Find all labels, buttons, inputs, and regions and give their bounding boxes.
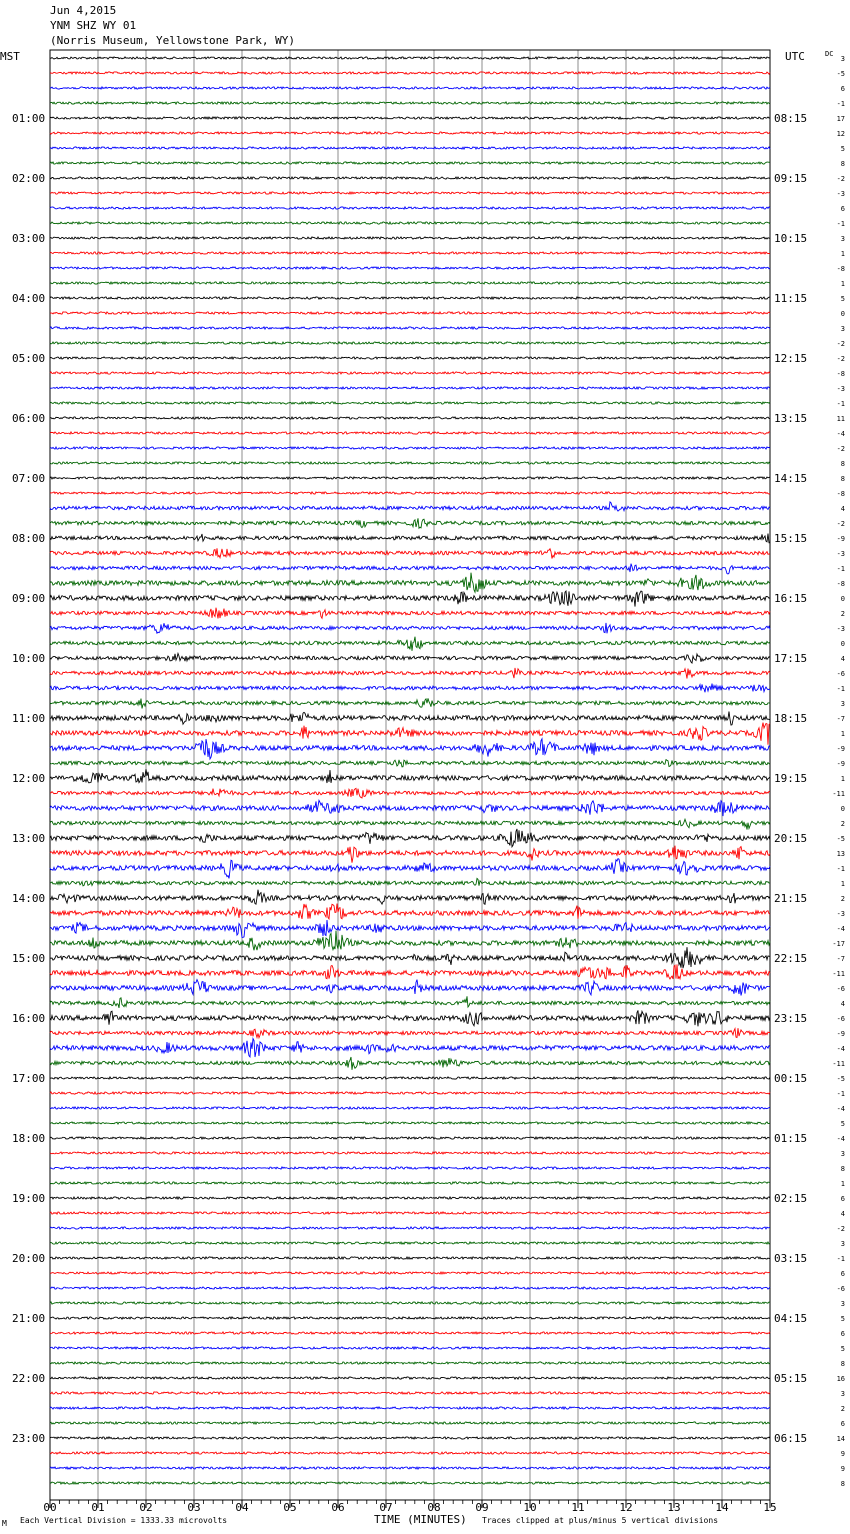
seismic-trace xyxy=(50,534,770,543)
right-hour-label: 10:15 xyxy=(774,232,808,245)
dc-offset-value: -6 xyxy=(836,985,845,993)
chart-location: (Norris Museum, Yellowstone Park, WY) xyxy=(50,34,296,47)
seismic-trace xyxy=(50,447,770,449)
dc-offset-value: 4 xyxy=(840,655,845,663)
seismic-trace xyxy=(50,1077,770,1079)
right-hour-label: 11:15 xyxy=(774,292,808,305)
seismic-trace xyxy=(50,72,770,74)
seismic-trace xyxy=(50,1287,770,1289)
seismic-trace xyxy=(50,964,770,979)
dc-offset-value: 0 xyxy=(840,310,845,318)
seismic-trace xyxy=(50,1452,770,1454)
seismic-trace xyxy=(50,312,770,314)
seismic-trace xyxy=(50,653,770,663)
seismic-trace xyxy=(50,387,770,389)
seismic-trace xyxy=(50,996,770,1008)
seismic-trace xyxy=(50,684,770,693)
x-tick-label: 11 xyxy=(571,1501,585,1514)
dc-offset-value: -8 xyxy=(836,490,845,498)
seismic-trace xyxy=(50,1332,770,1334)
left-hour-label: 18:00 xyxy=(12,1132,46,1145)
seismic-trace xyxy=(50,432,770,434)
dc-offset-value: 2 xyxy=(840,820,845,828)
seismic-trace xyxy=(50,1137,770,1139)
seismic-trace xyxy=(50,1422,770,1424)
seismic-trace xyxy=(50,788,770,798)
right-hour-label: 14:15 xyxy=(774,472,808,485)
dc-offset-value: -4 xyxy=(836,430,845,438)
seismic-trace xyxy=(50,1347,770,1349)
dc-offset-value: -1 xyxy=(836,1090,845,1098)
dc-offset-value: -9 xyxy=(836,745,845,753)
right-hour-label: 15:15 xyxy=(774,532,808,545)
dc-offset-value: 13 xyxy=(836,850,845,858)
dc-offset-value: -11 xyxy=(832,1060,845,1068)
dc-offset-value: -4 xyxy=(836,1135,845,1143)
left-timezone-label: MST xyxy=(0,50,20,63)
dc-offset-value: -4 xyxy=(836,1045,845,1053)
chart-station: YNM SHZ WY 01 xyxy=(50,19,137,32)
dc-offset-value: 1 xyxy=(840,730,845,738)
left-hour-label: 17:00 xyxy=(12,1072,46,1085)
x-tick-label: 13 xyxy=(667,1501,681,1514)
dc-offset-value: 0 xyxy=(840,640,845,648)
dc-offset-value: -6 xyxy=(836,670,845,678)
dc-offset-value: 17 xyxy=(836,115,845,123)
seismic-trace xyxy=(50,859,770,879)
x-tick-label: 08 xyxy=(427,1501,441,1514)
dc-offset-value: 4 xyxy=(840,1210,845,1218)
right-hour-label: 00:15 xyxy=(774,1072,808,1085)
seismic-trace xyxy=(50,739,770,759)
seismic-trace xyxy=(50,1227,770,1229)
dc-offset-value: 6 xyxy=(840,1270,845,1278)
dc-offset-value: -7 xyxy=(836,715,845,723)
dc-offset-value: 9 xyxy=(840,1450,845,1458)
left-hour-label: 13:00 xyxy=(12,832,46,845)
seismic-trace xyxy=(50,573,770,593)
seismic-trace xyxy=(50,327,770,329)
dc-offset-value: -4 xyxy=(836,925,845,933)
right-hour-label: 22:15 xyxy=(774,952,808,965)
seismic-trace xyxy=(50,1317,770,1319)
seismic-trace xyxy=(50,177,770,179)
dc-offset-value: 6 xyxy=(840,1330,845,1338)
seismic-trace xyxy=(50,297,770,299)
dc-offset-value: 3 xyxy=(840,325,845,333)
dc-offset-value: 8 xyxy=(840,460,845,468)
seismic-trace xyxy=(50,931,770,951)
seismic-trace xyxy=(50,267,770,269)
dc-offset-value: 4 xyxy=(840,505,845,513)
seismic-trace xyxy=(50,769,770,783)
right-hour-label: 12:15 xyxy=(774,352,808,365)
dc-offset-value: 12 xyxy=(836,130,845,138)
dc-offset-value: 5 xyxy=(840,1345,845,1353)
right-hour-label: 09:15 xyxy=(774,172,808,185)
dc-offset-value: -2 xyxy=(836,355,845,363)
seismic-trace xyxy=(50,1122,770,1124)
x-tick-label: 05 xyxy=(283,1501,297,1514)
seismic-trace xyxy=(50,57,770,59)
dc-offset-value: -3 xyxy=(836,550,845,558)
dc-offset-value: 8 xyxy=(840,1480,845,1488)
seismic-trace xyxy=(50,623,770,633)
left-hour-label: 14:00 xyxy=(12,892,46,905)
right-hour-label: 17:15 xyxy=(774,652,808,665)
right-timezone-label: UTC xyxy=(785,50,805,63)
footer-scale: Each Vertical Division = 1333.33 microvolts xyxy=(20,1516,228,1525)
dc-offset-value: 6 xyxy=(840,1195,845,1203)
left-hour-label: 06:00 xyxy=(12,412,46,425)
dc-offset-value: 3 xyxy=(840,1150,845,1158)
dc-offset-value: -11 xyxy=(832,970,845,978)
right-hour-label: 02:15 xyxy=(774,1192,808,1205)
dc-offset-value: -8 xyxy=(836,265,845,273)
x-tick-label: 04 xyxy=(235,1501,249,1514)
seismic-trace xyxy=(50,1377,770,1379)
left-hour-label: 03:00 xyxy=(12,232,46,245)
dc-offset-value: -2 xyxy=(836,520,845,528)
dc-offset-value: -1 xyxy=(836,685,845,693)
seismic-trace xyxy=(50,947,770,968)
seismic-trace xyxy=(50,1167,770,1169)
dc-offset-value: 3 xyxy=(840,1390,845,1398)
footer-clip-note: Traces clipped at plus/minus 5 vertical divisions xyxy=(482,1516,719,1525)
dc-offset-value: 11 xyxy=(836,415,845,423)
seismic-trace xyxy=(50,548,770,558)
seismic-trace xyxy=(50,1242,770,1244)
x-tick-label: 12 xyxy=(619,1501,633,1514)
seismic-trace xyxy=(50,1467,770,1469)
left-hour-label: 11:00 xyxy=(12,712,46,725)
seismic-trace xyxy=(50,1197,770,1199)
seismic-trace xyxy=(50,846,770,863)
seismic-trace xyxy=(50,117,770,119)
x-tick-label: 07 xyxy=(379,1501,393,1514)
dc-offset-value: 3 xyxy=(840,1240,845,1248)
right-hour-label: 13:15 xyxy=(774,412,808,425)
dc-offset-value: -1 xyxy=(836,1255,845,1263)
dc-offset-value: 5 xyxy=(840,145,845,153)
x-tick-label: 01 xyxy=(91,1501,105,1514)
seismic-trace xyxy=(50,147,770,149)
dc-offset-value: 5 xyxy=(840,1315,845,1323)
right-hour-label: 03:15 xyxy=(774,1252,808,1265)
seismic-trace xyxy=(50,492,770,494)
seismic-trace xyxy=(50,904,770,919)
dc-offset-value: -6 xyxy=(836,1015,845,1023)
right-hour-label: 21:15 xyxy=(774,892,808,905)
dc-offset-value: 6 xyxy=(840,85,845,93)
dc-offset-value: 0 xyxy=(840,805,845,813)
seismic-trace xyxy=(50,1272,770,1274)
right-hour-label: 01:15 xyxy=(774,1132,808,1145)
x-tick-label: 00 xyxy=(43,1501,57,1514)
left-hour-label: 02:00 xyxy=(12,172,46,185)
right-hour-label: 19:15 xyxy=(774,772,808,785)
dc-offset-value: 1 xyxy=(840,1180,845,1188)
dc-offset-value: -8 xyxy=(836,370,845,378)
x-tick-label: 14 xyxy=(715,1501,729,1514)
seismic-trace xyxy=(50,668,770,679)
seismic-trace xyxy=(50,1302,770,1304)
dc-offset-value: -9 xyxy=(836,535,845,543)
seismic-trace xyxy=(50,564,770,574)
dc-offset-value: -5 xyxy=(836,835,845,843)
seismic-trace xyxy=(50,462,770,464)
left-hour-label: 22:00 xyxy=(12,1372,46,1385)
dc-offset-value: -8 xyxy=(836,580,845,588)
seismic-trace xyxy=(50,800,770,816)
seismic-trace xyxy=(50,162,770,164)
left-hour-label: 09:00 xyxy=(12,592,46,605)
seismic-trace xyxy=(50,1482,770,1484)
right-hour-label: 04:15 xyxy=(774,1312,808,1325)
dc-offset-value: 6 xyxy=(840,205,845,213)
dc-offset-value: -1 xyxy=(836,400,845,408)
dc-offset-value: -3 xyxy=(836,385,845,393)
dc-offset-value: -9 xyxy=(836,760,845,768)
footer-mark: M xyxy=(2,1519,7,1528)
dc-offset-value: 2 xyxy=(840,610,845,618)
dc-offset-value: 9 xyxy=(840,1465,845,1473)
dc-offset-value: 1 xyxy=(840,775,845,783)
dc-offset-value: -1 xyxy=(836,565,845,573)
seismic-trace xyxy=(50,192,770,194)
dc-offset-value: 1 xyxy=(840,880,845,888)
seismic-trace xyxy=(50,1257,770,1259)
dc-offset-value: 5 xyxy=(840,295,845,303)
seismic-trace xyxy=(50,1392,770,1394)
dc-offset-value: 8 xyxy=(840,160,845,168)
seismic-trace xyxy=(50,502,770,511)
dc-offset-value: -1 xyxy=(836,100,845,108)
seismic-trace xyxy=(50,132,770,134)
x-tick-label: 06 xyxy=(331,1501,345,1514)
seismic-trace xyxy=(50,637,770,651)
right-hour-label: 18:15 xyxy=(774,712,808,725)
left-hour-label: 08:00 xyxy=(12,532,46,545)
dc-offset-value: 2 xyxy=(840,895,845,903)
dc-offset-value: -2 xyxy=(836,175,845,183)
x-tick-label: 02 xyxy=(139,1501,153,1514)
seismic-trace xyxy=(50,87,770,89)
x-tick-label: 15 xyxy=(763,1501,777,1514)
seismic-trace xyxy=(50,878,770,886)
seismic-trace xyxy=(50,402,770,404)
dc-offset-value: -6 xyxy=(836,1285,845,1293)
dc-offset-value: 1 xyxy=(840,280,845,288)
seismic-trace xyxy=(50,1057,770,1070)
left-hour-label: 12:00 xyxy=(12,772,46,785)
seismic-trace xyxy=(50,819,770,829)
seismic-trace xyxy=(50,591,770,607)
seismic-trace xyxy=(50,1152,770,1154)
seismic-trace xyxy=(50,712,770,726)
dc-label: DC xyxy=(825,50,834,58)
dc-offset-value: 5 xyxy=(840,1120,845,1128)
right-hour-label: 20:15 xyxy=(774,832,808,845)
dc-offset-value: 3 xyxy=(840,235,845,243)
x-tick-label: 03 xyxy=(187,1501,201,1514)
seismic-trace xyxy=(50,920,770,937)
x-tick-label: 10 xyxy=(523,1501,537,1514)
dc-offset-value: 3 xyxy=(840,55,845,63)
seismic-trace xyxy=(50,372,770,374)
seismic-trace xyxy=(50,342,770,344)
dc-offset-value: -4 xyxy=(836,1105,845,1113)
left-hour-label: 20:00 xyxy=(12,1252,46,1265)
dc-offset-value: 4 xyxy=(840,1000,845,1008)
dc-offset-value: -3 xyxy=(836,625,845,633)
right-hour-label: 23:15 xyxy=(774,1012,808,1025)
seismic-trace xyxy=(50,282,770,284)
dc-offset-value: -11 xyxy=(832,790,845,798)
dc-offset-value: 1 xyxy=(840,250,845,258)
left-hour-label: 10:00 xyxy=(12,652,46,665)
seismic-trace xyxy=(50,222,770,224)
seismic-trace xyxy=(50,723,770,745)
dc-offset-value: 3 xyxy=(840,1300,845,1308)
seismic-trace xyxy=(50,207,770,209)
right-hour-label: 05:15 xyxy=(774,1372,808,1385)
dc-offset-value: -1 xyxy=(836,865,845,873)
seismic-trace xyxy=(50,102,770,104)
seismic-trace xyxy=(50,760,770,767)
x-axis-label: TIME (MINUTES) xyxy=(374,1513,467,1526)
seismic-trace xyxy=(50,980,770,996)
right-hour-label: 08:15 xyxy=(774,112,808,125)
left-hour-label: 05:00 xyxy=(12,352,46,365)
x-tick-label: 09 xyxy=(475,1501,489,1514)
left-hour-label: 21:00 xyxy=(12,1312,46,1325)
dc-offset-value: 0 xyxy=(840,595,845,603)
dc-offset-value: -7 xyxy=(836,955,845,963)
dc-offset-value: 14 xyxy=(836,1435,845,1443)
seismic-trace xyxy=(50,417,770,419)
dc-offset-value: -5 xyxy=(836,70,845,78)
dc-offset-value: 8 xyxy=(840,475,845,483)
chart-date: Jun 4,2015 xyxy=(50,4,117,17)
seismic-trace xyxy=(50,1010,770,1026)
left-hour-label: 19:00 xyxy=(12,1192,46,1205)
dc-offset-value: -5 xyxy=(836,1075,845,1083)
seismic-trace xyxy=(50,237,770,239)
seismic-trace xyxy=(50,608,770,619)
left-hour-label: 04:00 xyxy=(12,292,46,305)
seismic-trace xyxy=(50,252,770,254)
dc-offset-value: 8 xyxy=(840,1360,845,1368)
dc-offset-value: -2 xyxy=(836,1225,845,1233)
seismic-trace xyxy=(50,1407,770,1409)
seismic-trace xyxy=(50,1362,770,1364)
seismic-trace xyxy=(50,1182,770,1184)
seismic-trace xyxy=(50,477,770,479)
left-hour-label: 01:00 xyxy=(12,112,46,125)
seismic-trace xyxy=(50,1107,770,1109)
left-hour-label: 23:00 xyxy=(12,1432,46,1445)
seismic-trace xyxy=(50,1039,770,1057)
dc-offset-value: -2 xyxy=(836,340,845,348)
dc-offset-value: 8 xyxy=(840,1165,845,1173)
seismic-trace xyxy=(50,890,770,905)
dc-offset-value: -1 xyxy=(836,220,845,228)
seismic-trace xyxy=(50,1212,770,1214)
dc-offset-value: 16 xyxy=(836,1375,845,1383)
dc-offset-value: -3 xyxy=(836,190,845,198)
seismic-trace xyxy=(50,1028,770,1038)
dc-offset-value: 3 xyxy=(840,700,845,708)
right-hour-label: 16:15 xyxy=(774,592,808,605)
dc-offset-value: -9 xyxy=(836,1030,845,1038)
seismic-trace xyxy=(50,357,770,359)
dc-offset-value: -17 xyxy=(832,940,845,948)
dc-offset-value: -2 xyxy=(836,445,845,453)
dc-offset-value: -3 xyxy=(836,910,845,918)
left-hour-label: 07:00 xyxy=(12,472,46,485)
dc-offset-value: 6 xyxy=(840,1420,845,1428)
seismic-trace xyxy=(50,698,770,708)
left-hour-label: 15:00 xyxy=(12,952,46,965)
seismic-trace xyxy=(50,1092,770,1094)
dc-offset-value: 2 xyxy=(840,1405,845,1413)
seismic-trace xyxy=(50,1437,770,1439)
right-hour-label: 06:15 xyxy=(774,1432,808,1445)
seismic-trace xyxy=(50,829,770,847)
left-hour-label: 16:00 xyxy=(12,1012,46,1025)
seismic-trace xyxy=(50,518,770,528)
